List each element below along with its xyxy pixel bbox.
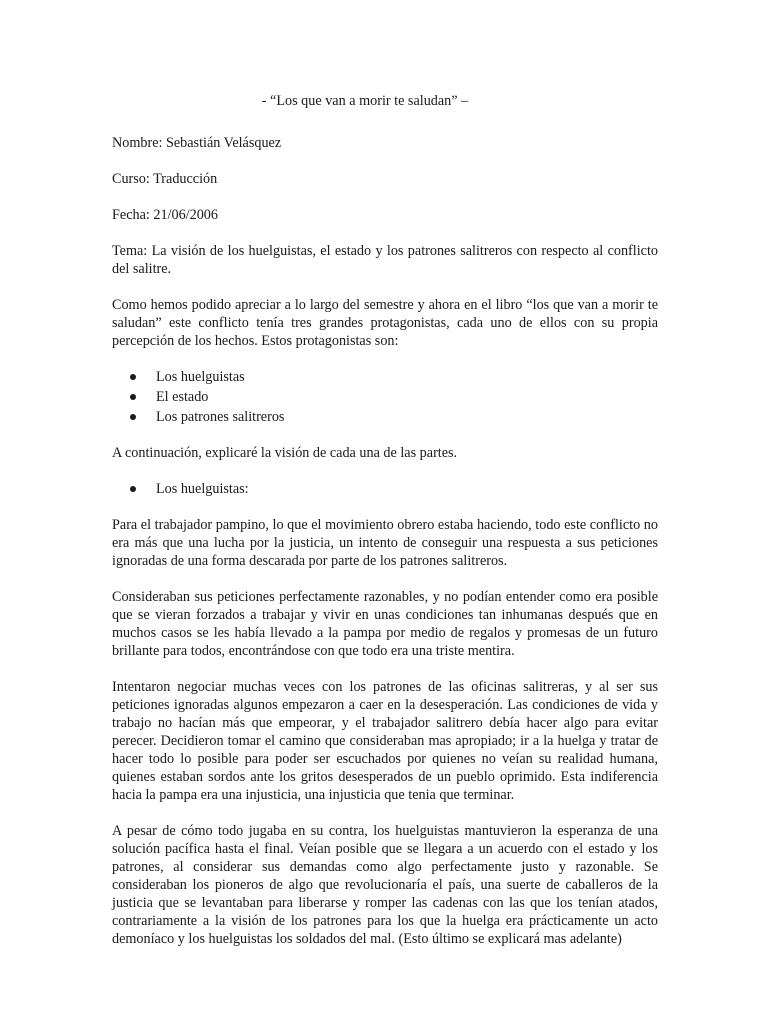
body-paragraph: Consideraban sus peticiones perfectamente razonables, y no podían entender como era posible que se vieran forzados a trabajar y vivir en unas condiciones tan inhumanas después que en muchos casos se les había llevado a la pampa por medio de regalos y promesas de un futuro brillante para todos, encontrándose con que todo era una triste mentira. xyxy=(112,589,658,659)
bullet-icon xyxy=(130,394,136,400)
course-field: Curso: Traducción xyxy=(112,171,218,187)
body-paragraph: Para el trabajador pampino, lo que el movimiento obrero estaba haciendo, todo este conflicto no era más que una lucha por la justicia, un intento de conseguir una respuesta a sus peticiones ignoradas de una forma descarada por parte de los patrones salitreros. xyxy=(112,517,658,569)
bullet-icon xyxy=(130,414,136,420)
date-field: Fecha: 21/06/2006 xyxy=(112,207,218,223)
intro-paragraph: Como hemos podido apreciar a lo largo del semestre y ahora en el libro “los que van a morir te saludan” este conflicto tenía tres grandes protagonistas, cada uno de ellos con su propia percepción de los hechos. Estos protagonistas son: xyxy=(112,297,658,349)
document-page xyxy=(112,92,658,966)
document-title: - “Los que van a morir te saludan” – xyxy=(261,93,469,109)
section-heading-list xyxy=(112,480,658,498)
bullet-icon xyxy=(130,374,136,380)
list-item-label: El estado xyxy=(156,389,209,405)
bullet-icon xyxy=(130,486,136,492)
list-item-label: Los huelguistas xyxy=(156,369,245,385)
name-field: Nombre: Sebastián Velásquez xyxy=(112,135,282,151)
body-paragraph: A pesar de cómo todo jugaba en su contra, los huelguistas mantuvieron la esperanza de una solución pacífica hasta el final. Veían posible que se llegara a un acuerdo con el estado y los patrones, al considerar sus demandas como algo perfectamente justo y razonable. Se consideraban los pioneros de algo que revolucionaría el país, una suerte de caballeros de la justicia que se levantaban para liberarse y romper las cadenas con las que los tenían atados, contrariamente a la visión de los patrones para los que la huelga era prácticamente un acto demoníaco y los huelguistas los soldados del mal. (Esto último se explicará mas adelante) xyxy=(112,823,658,947)
list-item xyxy=(112,388,658,406)
section-heading-label: Los huelguistas: xyxy=(156,481,249,497)
protagonists-list xyxy=(112,368,658,426)
continuation-paragraph: A continuación, explicaré la visión de cada una de las partes. xyxy=(112,445,458,461)
list-item-label: Los patrones salitreros xyxy=(156,409,285,425)
topic-field: Tema: La visión de los huelguistas, el estado y los patrones salitreros con respecto al conflicto del salitre. xyxy=(112,243,658,277)
list-item xyxy=(112,408,658,426)
body-paragraph: Intentaron negociar muchas veces con los patrones de las oficinas salitreras, y al ser sus peticiones ignoradas algunos empezaron a caer en la desesperación. Las condiciones de vida y trabajo no hacían más que empeorar, y el trabajador salitrero debía hacer algo para evitar perecer. Decidieron tomar el camino que consideraban mas apropiado; ir a la huelga y tratar de hacer todo lo posible para poder ser escuchados por quienes no veían su realidad humana, quienes estaban sordos ante los gritos desesperados de un pueblo oprimido. Esta indiferencia hacia la pampa era una injusticia, una injusticia que tenia que terminar. xyxy=(112,679,658,803)
section-heading xyxy=(112,480,658,498)
list-item xyxy=(112,368,658,386)
